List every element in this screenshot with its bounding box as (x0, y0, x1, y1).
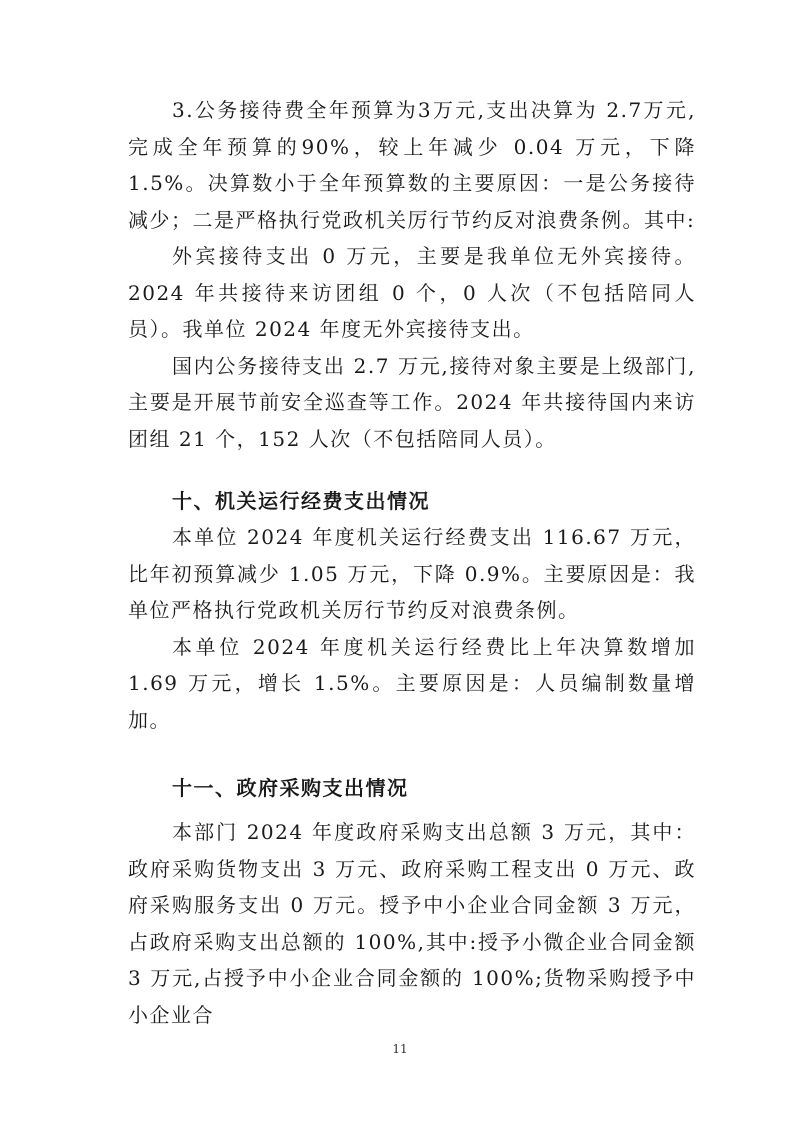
section-heading-operating-expenses: 十、机关运行经费支出情况 (172, 489, 430, 513)
paragraph-foreign-reception: 外宾接待支出 0 万元，主要是我单位无外宾接待。2024 年共接待来访团组 0 个，0 人次（不包括陪同人员）。我单位 2024 年度无外宾接待支出。 (128, 244, 696, 341)
paragraph-reception-expense: 3.公务接待费全年预算为3万元,支出决算为 2.7万元,完成全年预算的90%，较上年减少 0.04 万元，下降 1.5%。决算数小于全年预算数的主要原因：一是公务接待减少；二是严格执行党政机关厉行节约反对浪费条例。其中: (128, 98, 696, 232)
document-body (128, 92, 696, 1033)
paragraph-operating-expenses-change: 本单位 2024 年度机关运行经费比上年决算数增加 1.69 万元，增长 1.5%。主要原因是：人员编制数量增加。 (128, 634, 696, 732)
paragraph-domestic-reception: 国内公务接待支出 2.7 万元,接待对象主要是上级部门,主要是开展节前安全巡查等工作。2024 年共接待国内来访团组 21 个，152 人次（不包括陪同人员）。 (128, 353, 696, 451)
paragraph-operating-expenses: 本单位 2024 年度机关运行经费支出 116.67 万元，比年初预算减少 1.05 万元，下降 0.9%。主要原因是：我单位严格执行党政机关厉行节约反对浪费条例。 (128, 525, 696, 622)
section-heading-government-procurement: 十一、政府采购支出情况 (172, 776, 409, 800)
paragraph-government-procurement: 本部门 2024 年度政府采购支出总额 3 万元，其中：政府采购货物支出 3 万元、政府采购工程支出 0 万元、政府采购服务支出 0 万元。授予中小企业合同金额 3 万元，占政府采购支出总额的 100%,其中:授予小微企业合同金额 3 万元,占授予中小企业合同金额的 100%;货物采购授予中小企业合 (128, 820, 696, 1027)
page-number: 11 (392, 1042, 408, 1056)
